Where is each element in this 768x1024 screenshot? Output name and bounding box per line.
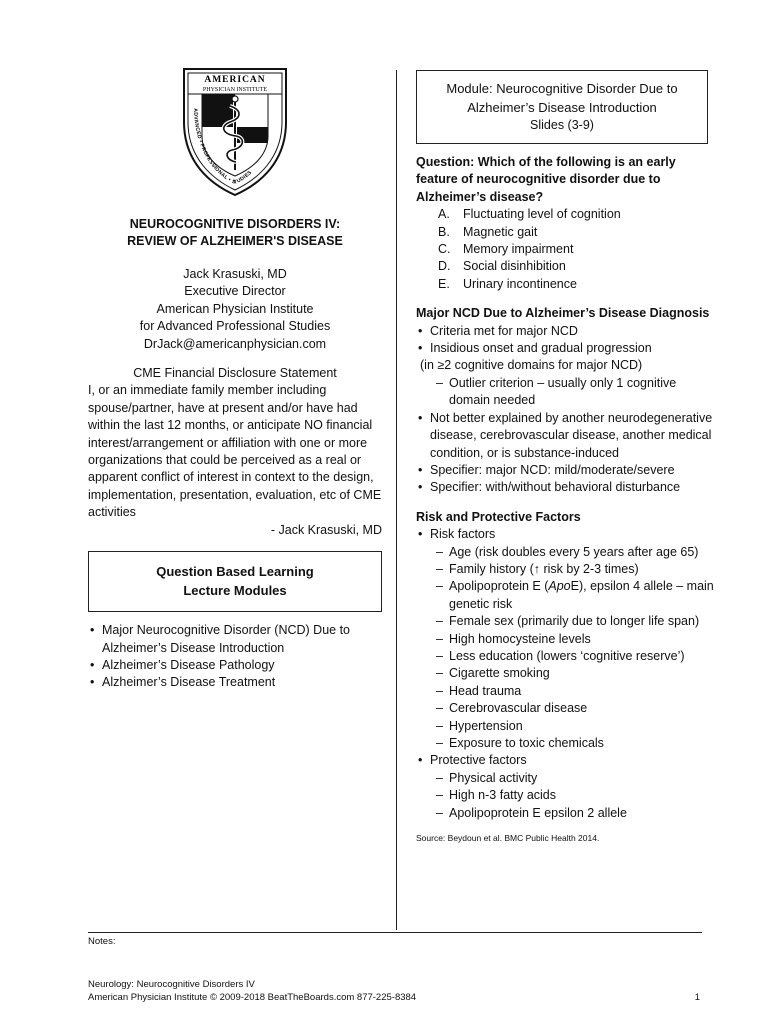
risk-factor: – Apolipoprotein E (ApoE), epsilon 4 allele – main genetic risk bbox=[436, 578, 716, 613]
module-title-line-2: Alzheimer’s Disease Introduction bbox=[467, 100, 657, 115]
logo-text-line2: PHYSICIAN INSTITUTE bbox=[202, 87, 268, 93]
answer-option: A. Fluctuating level of cognition bbox=[438, 207, 621, 222]
question-text: Question: Which of the following is an early feature of neurocognitive disorder due to Alzheimer’s disease? bbox=[416, 155, 676, 204]
left-column bbox=[88, 66, 382, 692]
risk-factor: – Family history (↑ risk by 2-3 times) bbox=[436, 561, 716, 578]
protective-factor: – Apolipoprotein E epsilon 2 allele bbox=[436, 805, 716, 822]
diagnosis-item: • Not better explained by another neurodegenerative disease, cerebrovascular disease, another medical condition, or is substance-induced bbox=[416, 410, 716, 462]
right-column bbox=[416, 70, 716, 847]
author-name: Jack Krasuski, MD bbox=[183, 267, 287, 281]
answer-option: B. Magnetic gait bbox=[438, 224, 538, 239]
disclosure-statement bbox=[88, 365, 382, 539]
risk-factor: – Hypertension bbox=[436, 718, 716, 735]
answer-option: C. Memory impairment bbox=[438, 242, 574, 257]
module-title-box bbox=[416, 70, 708, 144]
document-title bbox=[88, 216, 382, 250]
source-citation: Source: Beydoun et al. BMC Public Health 2014. bbox=[416, 833, 600, 844]
answer-options bbox=[416, 206, 716, 293]
column-divider bbox=[396, 70, 397, 930]
logo-text-line1: AMERICAN bbox=[204, 75, 266, 85]
institute-logo bbox=[180, 66, 290, 198]
risk-factor: – Female sex (primarily due to longer life span) bbox=[436, 613, 716, 630]
protective-factor-list bbox=[430, 770, 716, 822]
risk-factor: – Exposure to toxic chemicals bbox=[436, 735, 716, 752]
lecture-box-line-2: Lecture Modules bbox=[183, 583, 287, 599]
title-line-1: NEUROCOGNITIVE DISORDERS IV: bbox=[129, 217, 341, 231]
protective-factor: – High n-3 fatty acids bbox=[436, 787, 716, 804]
author-org-2: for Advanced Professional Studies bbox=[139, 319, 331, 334]
risk-list bbox=[416, 526, 716, 822]
diagnosis-item: • Specifier: with/without behavioral disturbance bbox=[416, 479, 716, 496]
answer-option: E. Urinary incontinence bbox=[438, 276, 577, 291]
answer-option: D. Social disinhibition bbox=[438, 259, 566, 274]
author-email: DrJack@americanphysician.com bbox=[143, 336, 327, 351]
diagnosis-sublist bbox=[430, 375, 716, 410]
author-block bbox=[88, 266, 382, 353]
disclosure-signature: - Jack Krasuski, MD bbox=[270, 522, 382, 537]
disclosure-heading: CME Financial Disclosure Statement bbox=[133, 366, 337, 381]
footer-line-2: American Physician Institute © 2009-2018 BeatTheBoards.com 877-225-8384 bbox=[88, 992, 417, 1003]
risk-factor: – Head trauma bbox=[436, 683, 716, 700]
diagnosis-item: • Insidious onset and gradual progression (in ≥2 cognitive domains for major NCD) – Outlier criterion – usually only 1 cognitive domain needed bbox=[416, 340, 716, 410]
notes-divider bbox=[88, 932, 702, 933]
author-org-1: American Physician Institute bbox=[156, 301, 314, 316]
diagnosis-subitem: – Outlier criterion – usually only 1 cognitive domain needed bbox=[436, 375, 716, 410]
risk-heading: Risk and Protective Factors bbox=[416, 509, 581, 524]
disclosure-body: I, or an immediate family member including spouse/partner, have at present and/or have had within the last 12 months, or anticipate NO financial interest/arrangement or affiliation with one or more organizations that could be perceived as a real or apparent conflict of interest in context to the design, implementation, presentation, evaluation, etc of CME activities bbox=[88, 383, 382, 520]
risk-factor: – Cigarette smoking bbox=[436, 665, 716, 682]
module-list bbox=[88, 622, 382, 692]
title-line-2: REVIEW OF ALZHEIMER'S DISEASE bbox=[127, 234, 343, 248]
module-title-line-1: Module: Neurocognitive Disorder Due to bbox=[446, 81, 678, 96]
logo-arc-text: ADVANCED • PROFESSIONAL • STUDIES bbox=[192, 108, 254, 187]
module-slides: Slides (3-9) bbox=[530, 118, 594, 132]
risk-factor: – Age (risk doubles every 5 years after age 65) bbox=[436, 544, 716, 561]
module-item: • Alzheimer’s Disease Pathology bbox=[88, 657, 382, 674]
risk-factor: – Cerebrovascular disease bbox=[436, 700, 716, 717]
author-role: Executive Director bbox=[184, 284, 286, 299]
page-footer bbox=[88, 978, 702, 1004]
footer-line-1: Neurology: Neurocognitive Disorders IV bbox=[88, 979, 255, 990]
lecture-modules-box bbox=[88, 551, 382, 612]
diagnosis-item: • Criteria met for major NCD bbox=[416, 323, 716, 340]
lecture-box-line-1: Question Based Learning bbox=[156, 564, 314, 580]
page-number: 1 bbox=[694, 992, 700, 1003]
diagnosis-list bbox=[416, 323, 716, 497]
diagnosis-item: • Specifier: major NCD: mild/moderate/severe bbox=[416, 462, 716, 479]
protective-factor: – Physical activity bbox=[436, 770, 716, 787]
risk-factor: – Less education (lowers ‘cognitive reserve’) bbox=[436, 648, 716, 665]
notes-label: Notes: bbox=[88, 936, 116, 947]
risk-category: • Risk factors – Age (risk doubles every 5 years after age 65) – Family history (↑ risk by 2-3 times) – Apolipoprotein E (ApoE), epsilon 4 allele – main genetic risk – Female sex (primarily due to longer life span) – High homocysteine levels – Less education (lowers ‘cognitive reserve’) – Cigarette smoking – Head trauma – Cerebrovascular disease – Hypertension – Exposure to toxic chemicals bbox=[416, 526, 716, 752]
risk-factor-list bbox=[430, 544, 716, 753]
risk-factor: – High homocysteine levels bbox=[436, 631, 716, 648]
module-item: • Major Neurocognitive Disorder (NCD) Due to Alzheimer’s Disease Introduction bbox=[88, 622, 382, 657]
module-item: • Alzheimer’s Disease Treatment bbox=[88, 674, 382, 691]
protective-category: • Protective factors – Physical activity – High n-3 fatty acids – Apolipoprotein E epsilon 2 allele bbox=[416, 752, 716, 822]
diagnosis-heading: Major NCD Due to Alzheimer’s Disease Diagnosis bbox=[416, 306, 710, 321]
